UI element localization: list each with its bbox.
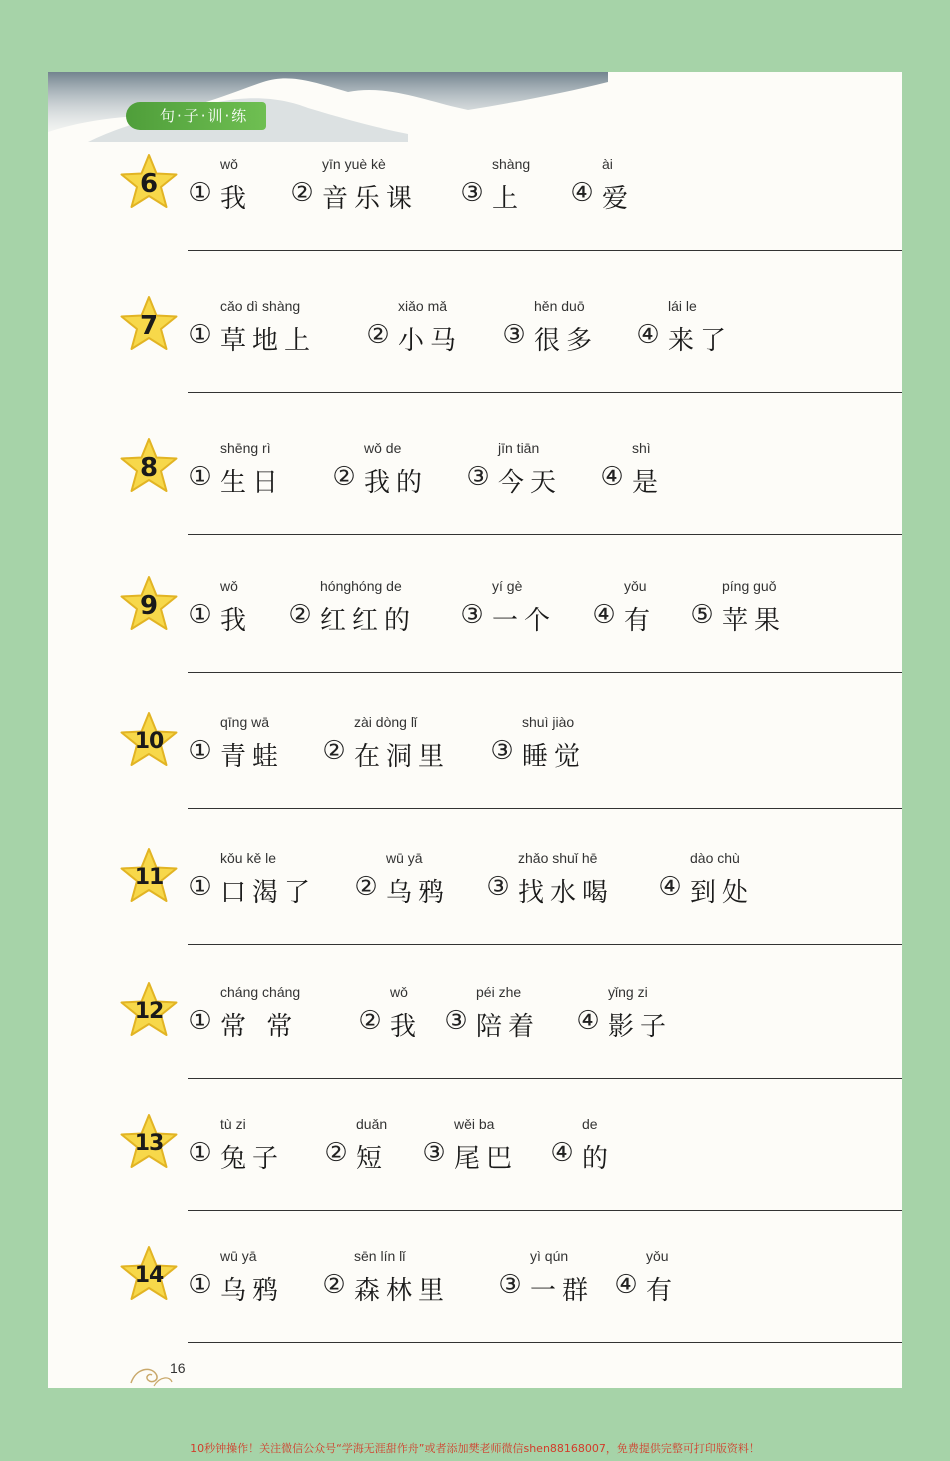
chinese-word: 常 常 xyxy=(220,1012,299,1042)
item-number-mark: ③ xyxy=(502,320,526,350)
chinese-word: 在洞里 xyxy=(354,742,451,772)
item-number-mark: ③ xyxy=(460,600,484,630)
exercise-row xyxy=(48,152,902,292)
pinyin-label: yǒu xyxy=(646,1248,669,1264)
item-number-mark: ① xyxy=(188,320,212,350)
chinese-word: 影子 xyxy=(608,1012,673,1042)
item-number-mark: ④ xyxy=(576,1006,600,1036)
chinese-word: 我 xyxy=(390,1012,423,1042)
item-number-mark: ② xyxy=(322,1270,346,1300)
exercise-number: 8 xyxy=(139,453,159,483)
pinyin-label: shuì jiào xyxy=(522,714,575,730)
exercise-number: 12 xyxy=(134,999,164,1024)
pinyin-label: péi zhe xyxy=(476,984,522,1000)
item-number-mark: ① xyxy=(188,736,212,766)
exercise-row xyxy=(48,980,902,1120)
exercise-number: 13 xyxy=(134,1131,164,1156)
chinese-word: 青蛙 xyxy=(220,742,285,772)
pinyin-label: wǒ de xyxy=(364,440,402,456)
exercise-number: 6 xyxy=(139,169,159,199)
pinyin-label: jīn tiān xyxy=(498,440,540,456)
exercise-row xyxy=(48,846,902,986)
chinese-word: 我的 xyxy=(364,468,429,498)
pinyin-label: yì qún xyxy=(530,1248,569,1264)
item-number-mark: ① xyxy=(188,178,212,208)
pinyin-label: shàng xyxy=(492,156,531,172)
answer-line[interactable] xyxy=(188,1210,902,1211)
chinese-word: 苹果 xyxy=(722,606,787,636)
item-number-mark: ① xyxy=(188,600,212,630)
item-number-mark: ② xyxy=(290,178,314,208)
chinese-word: 生日 xyxy=(220,468,285,498)
answer-line[interactable] xyxy=(188,1342,902,1343)
item-number-mark: ② xyxy=(322,736,346,766)
word-items xyxy=(188,574,902,654)
pinyin-label: dào chù xyxy=(690,850,740,866)
item-number-mark: ② xyxy=(366,320,390,350)
item-number-mark: ③ xyxy=(422,1138,446,1168)
pinyin-label: wǒ xyxy=(220,156,238,172)
pinyin-label: shēng rì xyxy=(220,440,271,456)
item-number-mark: ① xyxy=(188,872,212,902)
word-items xyxy=(188,710,902,790)
worksheet-page xyxy=(48,72,902,1388)
chinese-word: 找水喝 xyxy=(518,878,615,908)
pinyin-label: yǒu xyxy=(624,578,647,594)
chinese-word: 一群 xyxy=(530,1276,595,1306)
exercise-number: 9 xyxy=(139,591,159,621)
chinese-word: 我 xyxy=(220,606,253,636)
chinese-word: 到处 xyxy=(690,878,755,908)
exercise-number: 11 xyxy=(134,865,164,890)
exercise-row xyxy=(48,710,902,850)
word-items xyxy=(188,294,902,374)
item-number-mark: ③ xyxy=(486,872,510,902)
item-number-mark: ④ xyxy=(592,600,616,630)
chinese-word: 小马 xyxy=(398,326,463,356)
chinese-word: 有 xyxy=(646,1276,679,1306)
word-items xyxy=(188,1112,902,1192)
pinyin-label: wěi ba xyxy=(454,1116,495,1132)
answer-line[interactable] xyxy=(188,808,902,809)
item-number-mark: ③ xyxy=(444,1006,468,1036)
chinese-word: 红红的 xyxy=(320,606,417,636)
word-items xyxy=(188,980,902,1060)
item-number-mark: ④ xyxy=(614,1270,638,1300)
pinyin-label: cháng cháng xyxy=(220,984,301,1000)
exercise-number: 10 xyxy=(134,729,164,754)
chinese-word: 来了 xyxy=(668,326,733,356)
pinyin-label: yīn yuè kè xyxy=(322,156,386,172)
pinyin-label: wū yā xyxy=(386,850,423,866)
item-number-mark: ④ xyxy=(658,872,682,902)
item-number-mark: ④ xyxy=(570,178,594,208)
chinese-word: 睡觉 xyxy=(522,742,587,772)
chinese-word: 很多 xyxy=(534,326,599,356)
word-items xyxy=(188,1244,902,1324)
item-number-mark: ⑤ xyxy=(690,600,714,630)
item-number-mark: ③ xyxy=(460,178,484,208)
pinyin-label: qīng wā xyxy=(220,714,270,730)
item-number-mark: ③ xyxy=(490,736,514,766)
swirl-decoration-icon xyxy=(126,1358,176,1388)
item-number-mark: ① xyxy=(188,1138,212,1168)
answer-line[interactable] xyxy=(188,534,902,535)
word-items xyxy=(188,436,902,516)
chinese-word: 音乐课 xyxy=(322,184,419,214)
pinyin-label: ài xyxy=(602,156,613,172)
pinyin-label: zhǎo shuǐ hē xyxy=(518,850,598,866)
pinyin-label: wū yā xyxy=(220,1248,257,1264)
pinyin-label: wǒ xyxy=(220,578,238,594)
exercise-row xyxy=(48,574,902,714)
chinese-word: 一个 xyxy=(492,606,557,636)
pinyin-label: zài dòng lǐ xyxy=(354,714,418,730)
item-number-mark: ① xyxy=(188,1270,212,1300)
pinyin-label: lái le xyxy=(668,298,697,314)
chinese-word: 尾巴 xyxy=(454,1144,519,1174)
item-number-mark: ③ xyxy=(466,462,490,492)
item-number-mark: ② xyxy=(332,462,356,492)
pinyin-label: sēn lín lǐ xyxy=(354,1248,406,1264)
chinese-word: 今天 xyxy=(498,468,563,498)
item-number-mark: ② xyxy=(288,600,312,630)
section-tag: 句·子·训·练 xyxy=(126,102,266,130)
pinyin-label: píng guǒ xyxy=(722,578,777,594)
exercise-number: 7 xyxy=(139,311,159,341)
chinese-word: 口渴了 xyxy=(220,878,317,908)
item-number-mark: ③ xyxy=(498,1270,522,1300)
chinese-word: 乌鸦 xyxy=(386,878,451,908)
pinyin-label: hónghóng de xyxy=(320,578,402,594)
pinyin-label: wǒ xyxy=(390,984,408,1000)
exercise-row xyxy=(48,294,902,434)
pinyin-label: xiǎo mǎ xyxy=(398,298,448,314)
exercise-row xyxy=(48,436,902,576)
word-items xyxy=(188,846,902,926)
pinyin-label: tù zi xyxy=(220,1116,246,1132)
answer-line[interactable] xyxy=(188,392,902,393)
item-number-mark: ② xyxy=(354,872,378,902)
pinyin-label: de xyxy=(582,1116,598,1132)
pinyin-label: yǐng zi xyxy=(608,984,648,1000)
word-items xyxy=(188,152,902,232)
pinyin-label: cǎo dì shàng xyxy=(220,298,301,314)
exercise-number: 14 xyxy=(134,1263,164,1288)
chinese-word: 兔子 xyxy=(220,1144,285,1174)
chinese-word: 是 xyxy=(632,468,665,498)
answer-line[interactable] xyxy=(188,944,902,945)
pinyin-label: duǎn xyxy=(356,1116,388,1132)
answer-line[interactable] xyxy=(188,1078,902,1079)
chinese-word: 有 xyxy=(624,606,657,636)
chinese-word: 森林里 xyxy=(354,1276,451,1306)
pinyin-label: shì xyxy=(632,440,651,456)
chinese-word: 的 xyxy=(582,1144,615,1174)
item-number-mark: ④ xyxy=(600,462,624,492)
answer-line[interactable] xyxy=(188,250,902,251)
item-number-mark: ④ xyxy=(636,320,660,350)
pinyin-label: yí gè xyxy=(492,578,523,594)
chinese-word: 上 xyxy=(492,184,525,214)
item-number-mark: ④ xyxy=(550,1138,574,1168)
chinese-word: 草地上 xyxy=(220,326,317,356)
footer-note: 10秒钟操作！关注微信公众号“学海无涯甜作舟”或者添加樊老师微信shen88168007，免费提供完整可打印版资料！ xyxy=(190,1442,760,1455)
item-number-mark: ① xyxy=(188,462,212,492)
chinese-word: 陪着 xyxy=(476,1012,541,1042)
item-number-mark: ① xyxy=(188,1006,212,1036)
answer-line[interactable] xyxy=(188,672,902,673)
chinese-word: 短 xyxy=(356,1144,389,1174)
item-number-mark: ② xyxy=(358,1006,382,1036)
pinyin-label: kǒu kě le xyxy=(220,850,277,866)
exercise-row xyxy=(48,1112,902,1252)
chinese-word: 爱 xyxy=(602,184,635,214)
pinyin-label: hěn duō xyxy=(534,298,585,314)
item-number-mark: ② xyxy=(324,1138,348,1168)
chinese-word: 乌鸦 xyxy=(220,1276,285,1306)
page-number: 16 xyxy=(170,1360,186,1376)
chinese-word: 我 xyxy=(220,184,253,214)
